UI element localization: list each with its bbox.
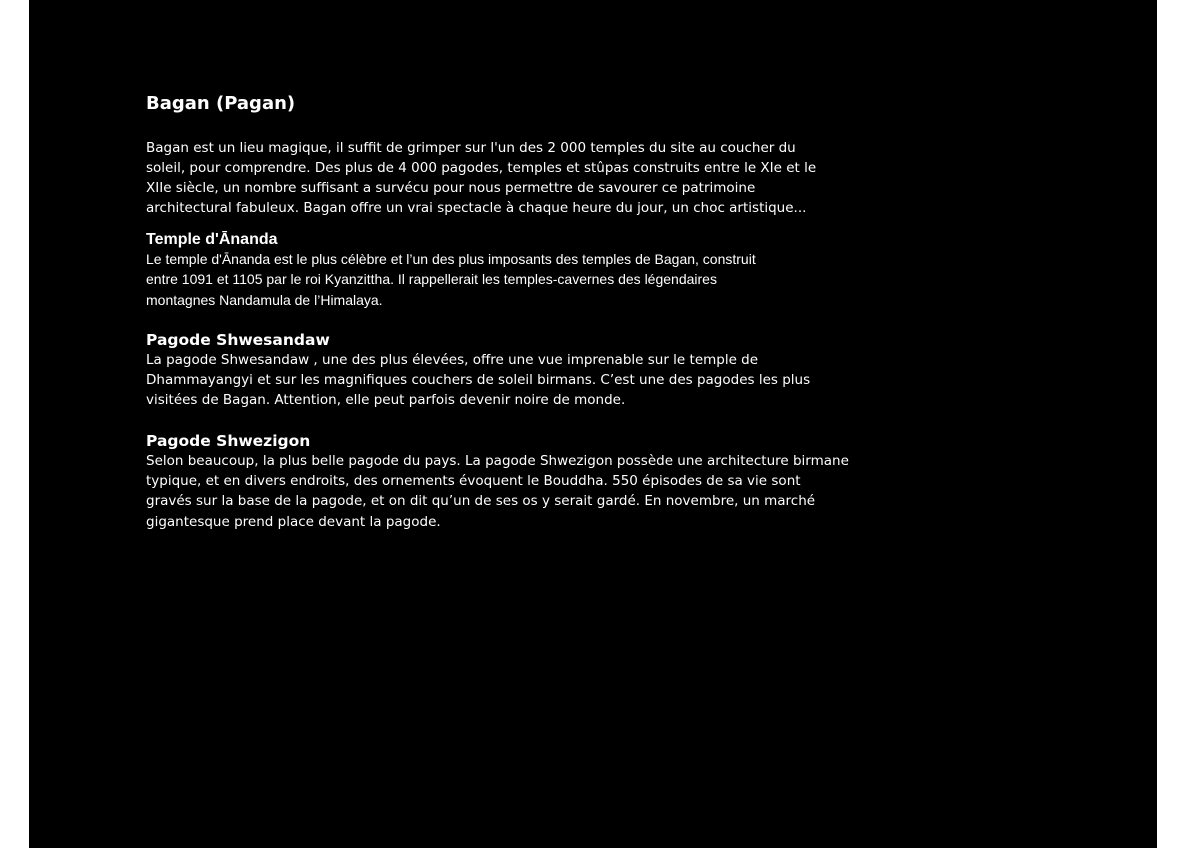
section-line: Selon beaucoup, la plus belle pagode du pays. La pagode Shwezigon possède une architecture birmane [146,452,849,469]
section-line: gravés sur la base de la pagode, et on dit qu’un de ses os y serait gardé. En novembre, un marché [146,493,816,510]
intro-line: architectural fabuleux. Bagan offre un vrai spectacle à chaque heure du jour, un choc artistique... [146,200,807,216]
intro-line: soleil, pour comprendre. Des plus de 4 000 pagodes, temples et stûpas construits entre le XIe et le [146,160,817,176]
section-line: La pagode Shwesandaw , une des plus élevées, offre une vue imprenable sur le temple de [146,351,759,368]
section-line: gigantesque prend place devant la pagode. [146,513,441,530]
section-line: typique, et en divers endroits, des ornements évoquent le Bouddha. 550 épisodes de sa vie sont [146,473,801,490]
intro-line: Bagan est un lieu magique, il suffit de grimper sur l'un des 2 000 temples du site au coucher du [146,140,796,156]
section-heading-shwesandaw: Pagode Shwesandaw [146,330,330,349]
section-line: montagnes Nandamula de l’Himalaya. [146,291,383,308]
section-body-shwesandaw [146,350,826,411]
section-line: Le temple d'Ānanda est le plus célèbre et l’un des plus imposants des temples de Bagan, construit [146,251,756,267]
section-line: Dhammayangyi et sur les magnifiques couchers de soleil birmans. C’est une des pagodes les plus [146,372,811,389]
section-ananda [146,230,826,310]
section-heading-shwezigon: Pagode Shwezigon [146,431,311,450]
section-line: entre 1091 et 1105 par le roi Kyanzittha. Il rappellerait les temples-cavernes des légendaires [146,271,717,288]
intro-line: XIIe siècle, un nombre suffisant a survécu pour nous permettre de savourer ce patrimoine [146,180,756,196]
page-title: Bagan (Pagan) [146,93,296,114]
section-shwesandaw [146,331,826,411]
section-shwezigon [146,431,849,532]
section-line: visitées de Bagan. Attention, elle peut parfois devenir noire de monde. [146,392,626,409]
document-content [146,92,849,553]
section-body-ananda [146,249,826,310]
intro-paragraph [146,138,826,218]
section-heading-ananda: Temple d'Ānanda [146,231,278,248]
section-body-shwezigon [146,451,849,532]
document-page [29,0,1157,848]
